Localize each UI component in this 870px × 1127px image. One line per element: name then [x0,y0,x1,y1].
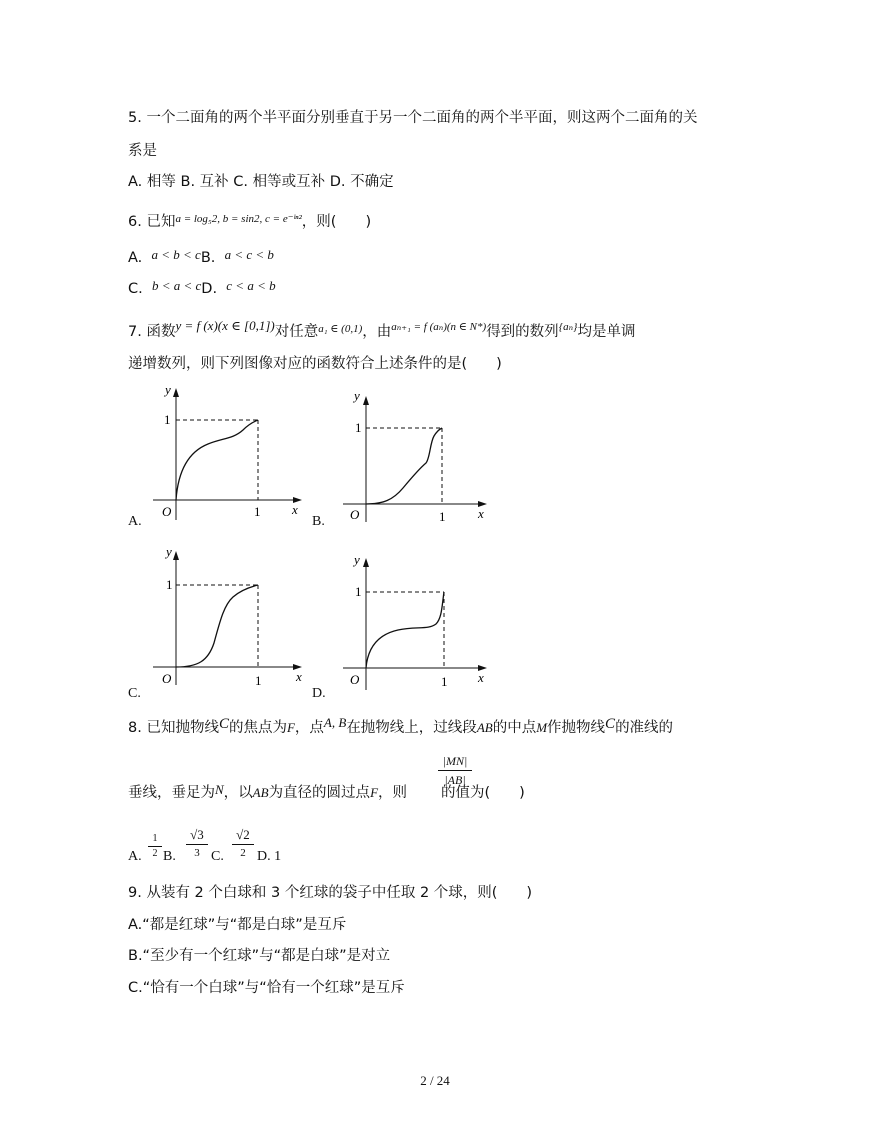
q7-p2: 对任意 [274,324,319,340]
q8-l2-2: ，以 [223,785,253,801]
q8-p3: ，点 [294,720,324,736]
graph-b-label: B. [312,514,325,529]
q8-p6: 作抛物线 [547,720,606,736]
q9-optC: C.“恰有一个白球”与“恰有一个红球”是互斥 [128,980,405,996]
graph-c [148,543,313,688]
q9-optA: A.“都是红球”与“都是白球”是互斥 [128,917,347,933]
q8-optC-frac [232,826,254,861]
graph-b-origin: O [350,507,360,522]
graph-c-origin: O [162,671,172,686]
q8-optA-den: 2 [152,848,158,859]
q8-AB-points: A, B [323,715,347,730]
q7-f4: {aₙ} [558,321,578,333]
graph-d-x-label: x [478,670,484,685]
graph-a-one-x: 1 [254,504,261,519]
q6-optB: a < c < b [224,247,274,262]
graph-a-one-y: 1 [164,412,171,427]
q7-stem-line2: 递增数列，则下列图像对应的函数符合上述条件的是( ) [128,356,502,372]
q7-f2: a₁ ∈ (0,1) [318,323,363,335]
q8-optA-num: 1 [152,833,158,844]
q6-options-cd [128,279,276,299]
q8-optC-label: C. [211,849,224,864]
q8-M: M [536,720,548,735]
q8-optA-label: A. [128,849,142,864]
q8-optC-num: √2 [236,827,250,842]
q8-l2-5: 的值为( ) [441,785,525,801]
q6-optC-label: C. [128,281,143,297]
q8-l2-3: 为直径的圆过点 [268,785,371,801]
q8-optA-frac [148,832,162,861]
q5-stem-line2: 系是 [128,143,157,159]
graph-d-label: D. [312,686,326,701]
graph-a [148,382,313,527]
graph-b-x-label: x [478,506,484,521]
q8-F2: F [370,785,379,800]
q8-p7: 的准线的 [615,720,674,736]
q6-stem [128,212,371,233]
graph-c-x-label: x [296,669,302,684]
q8-F: F [286,720,295,735]
q8-optC-den: 2 [240,847,246,859]
q7-p4: 得到的数列 [486,324,559,340]
graph-b-one-y: 1 [355,420,362,435]
q6-prefix: 6. 已知 [128,214,176,230]
graph-b-one-x: 1 [439,509,446,524]
q9-stem: 9. 从装有 2 个白球和 3 个红球的袋子中任取 2 个球，则( ) [128,885,533,901]
q6-formula: a = log₅2, b = sin2, c = e⁻ˡⁿ² [175,213,302,225]
graph-d-one-x: 1 [441,674,448,689]
q6-suffix: ，则( ) [301,214,372,230]
q7-f1: y = f (x)(x ∈ [0,1]) [175,318,275,333]
q8-optD: D. 1 [257,849,282,864]
q8-AB2: AB [252,785,269,800]
q8-p4: 在抛物线上，过线段 [346,720,477,736]
q6-optD-label: D. [201,281,218,297]
q8-AB: AB [476,720,493,735]
q7-p5: 均是单调 [577,324,636,340]
q8-optB-den: 3 [194,847,200,859]
q6-optB-label: B. [200,250,216,266]
graph-c-y-label: y [166,544,172,559]
q8-p5: 的中点 [492,720,537,736]
q5-stem-line1: 5. 一个二面角的两个半平面分别垂直于另一个二面角的两个半平面，则这两个二面角的关 [128,110,698,126]
q8-C: C [218,716,229,732]
graph-a-x-label: x [292,502,298,517]
q7-f3: aₙ₊₁ = f (aₙ)(n ∈ N*) [391,321,487,333]
graph-a-origin: O [162,504,172,519]
q8-optB-label: B. [163,849,176,864]
q8-N: N [215,782,224,797]
q8-C2: C [605,716,616,732]
q8-stem-line1 [128,715,674,738]
graph-a-label: A. [128,514,142,529]
graph-d-y-label: y [354,552,360,567]
graph-c-label: C. [128,686,141,701]
q8-p2: 的焦点为 [228,720,287,736]
q7-p3: ，由 [362,324,392,340]
graph-c-one-y: 1 [166,577,173,592]
q8-optB-frac [186,826,208,861]
q6-optC: b < a < c [151,278,202,293]
q6-optA: a < b < c [151,247,201,262]
page-number: 2 / 24 [420,1073,450,1088]
q8-l2-1: 垂线，垂足为 [128,785,215,801]
graph-d-origin: O [350,672,360,687]
q8-p1: 8. 已知抛物线 [128,720,219,736]
q7-p1: 7. 函数 [128,324,176,340]
q8-stem-line2 [128,783,525,803]
q8-l2-4: ，则 [378,785,408,801]
graph-d-one-y: 1 [355,584,362,599]
graph-d [338,550,498,695]
q6-optA-label: A. [128,250,143,266]
q5-options: A. 相等 B. 互补 C. 相等或互补 D. 不确定 [128,174,394,190]
q7-stem-line1 [128,318,636,343]
q9-optB: B.“至少有一个红球”与“都是白球”是对立 [128,948,391,964]
graph-b [338,388,498,528]
graph-b-y-label: y [354,388,360,403]
q6-optD: c < a < b [226,278,276,293]
graph-c-one-x: 1 [255,673,262,688]
q6-options-ab [128,248,274,268]
graph-a-y-label: y [165,382,171,397]
q8-frac-den: |AB| [444,773,466,787]
q8-optB-num: √3 [190,827,204,842]
q8-frac-num: |MN| [442,754,468,768]
